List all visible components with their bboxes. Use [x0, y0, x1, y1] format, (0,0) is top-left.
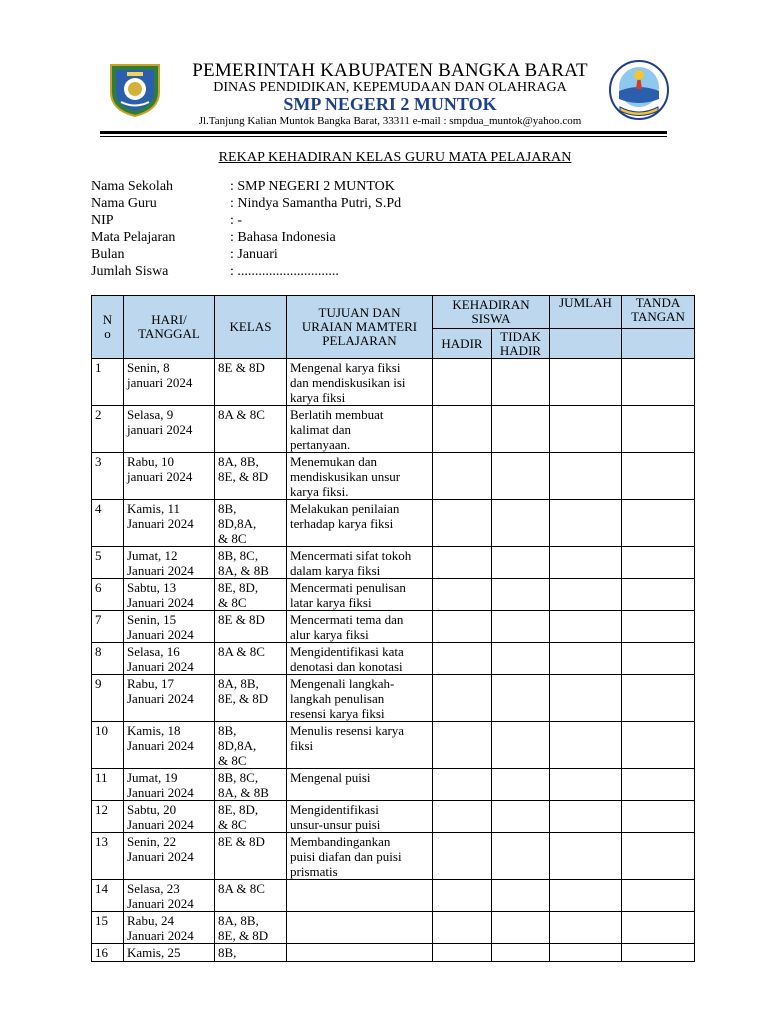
- cell-no: 15: [92, 912, 124, 944]
- table-row: [92, 675, 695, 722]
- cell-total[interactable]: [550, 406, 622, 453]
- cell-day-date: Sabtu, 20 Januari 2024: [124, 801, 215, 833]
- school-address: Jl.Tanjung Kalian Muntok Bangka Barat, 33311 e-mail : smpdua_muntok@yahoo.com: [198, 115, 582, 127]
- cell-objective: Menulis resensi karya fiksi: [287, 722, 433, 769]
- info-label: NIP: [91, 213, 114, 228]
- cell-present[interactable]: [433, 833, 492, 880]
- info-label: Jumlah Siswa: [91, 264, 169, 279]
- cell-total[interactable]: [550, 722, 622, 769]
- cell-present[interactable]: [433, 453, 492, 500]
- cell-absent[interactable]: [492, 643, 550, 675]
- cell-no: 7: [92, 611, 124, 643]
- cell-signature[interactable]: [622, 500, 695, 547]
- cell-no: 4: [92, 500, 124, 547]
- cell-present[interactable]: [433, 579, 492, 611]
- cell-absent[interactable]: [492, 500, 550, 547]
- cell-objective: Membandingankan puisi diafan dan puisi prismatis: [287, 833, 433, 880]
- cell-no: 11: [92, 769, 124, 801]
- cell-no: 16: [92, 944, 124, 962]
- cell-no: 14: [92, 880, 124, 912]
- cell-day-date: Rabu, 24 Januari 2024: [124, 912, 215, 944]
- cell-total[interactable]: [550, 769, 622, 801]
- cell-signature[interactable]: [622, 801, 695, 833]
- cell-class: 8B,: [215, 944, 287, 962]
- cell-signature[interactable]: [622, 769, 695, 801]
- cell-objective: Berlatih membuat kalimat dan pertanyaan.: [287, 406, 433, 453]
- cell-no: 9: [92, 675, 124, 722]
- cell-present[interactable]: [433, 880, 492, 912]
- cell-class: 8E & 8D: [215, 611, 287, 643]
- cell-absent[interactable]: [492, 722, 550, 769]
- attendance-table: [91, 295, 695, 962]
- cell-absent[interactable]: [492, 453, 550, 500]
- cell-no: 10: [92, 722, 124, 769]
- cell-present[interactable]: [433, 611, 492, 643]
- cell-present[interactable]: [433, 944, 492, 962]
- cell-day-date: Selasa, 23 Januari 2024: [124, 880, 215, 912]
- cell-absent[interactable]: [492, 406, 550, 453]
- info-value: : Nindya Samantha Putri, S.Pd: [230, 196, 402, 211]
- cell-present[interactable]: [433, 547, 492, 579]
- cell-total[interactable]: [550, 880, 622, 912]
- table-row: [92, 944, 695, 962]
- info-value: : -: [230, 213, 243, 228]
- cell-day-date: Senin, 15 Januari 2024: [124, 611, 215, 643]
- cell-class: 8A, 8B, 8E, & 8D: [215, 453, 287, 500]
- info-label: Nama Sekolah: [91, 179, 174, 194]
- cell-class: 8A, 8B, 8E, & 8D: [215, 912, 287, 944]
- cell-signature[interactable]: [622, 880, 695, 912]
- cell-class: 8A, 8B, 8E, & 8D: [215, 675, 287, 722]
- cell-class: 8B, 8D,8A, & 8C: [215, 722, 287, 769]
- cell-total[interactable]: [550, 611, 622, 643]
- table-row: [92, 579, 695, 611]
- cell-day-date: Rabu, 10 januari 2024: [124, 453, 215, 500]
- cell-total[interactable]: [550, 643, 622, 675]
- cell-day-date: Kamis, 18 Januari 2024: [124, 722, 215, 769]
- cell-absent[interactable]: [492, 801, 550, 833]
- table-row: [92, 833, 695, 880]
- cell-day-date: Jumat, 19 Januari 2024: [124, 769, 215, 801]
- header-no: N o: [92, 296, 124, 359]
- cell-total[interactable]: [550, 453, 622, 500]
- header-total-empty: [550, 329, 622, 359]
- letterhead-rule-thin: [100, 136, 667, 137]
- cell-present[interactable]: [433, 406, 492, 453]
- cell-present[interactable]: [433, 801, 492, 833]
- cell-objective: Mengenal puisi: [287, 769, 433, 801]
- cell-signature[interactable]: [622, 547, 695, 579]
- cell-absent[interactable]: [492, 769, 550, 801]
- table-row: [92, 912, 695, 944]
- table-row: [92, 547, 695, 579]
- cell-signature[interactable]: [622, 643, 695, 675]
- table-row: [92, 406, 695, 453]
- cell-objective: Mengenal karya fiksi dan mendiskusikan isi karya fiksi: [287, 359, 433, 406]
- cell-absent[interactable]: [492, 579, 550, 611]
- cell-class: 8E & 8D: [215, 359, 287, 406]
- cell-absent[interactable]: [492, 912, 550, 944]
- header-attendance: KEHADIRAN SISWA: [433, 296, 550, 329]
- cell-absent[interactable]: [492, 359, 550, 406]
- cell-present[interactable]: [433, 643, 492, 675]
- cell-signature[interactable]: [622, 453, 695, 500]
- cell-no: 3: [92, 453, 124, 500]
- cell-no: 2: [92, 406, 124, 453]
- header-present: HADIR: [433, 329, 492, 359]
- cell-absent[interactable]: [492, 675, 550, 722]
- regency-emblem-logo: [107, 62, 163, 118]
- school-name: SMP NEGERI 2 MUNTOK: [283, 94, 497, 114]
- cell-class: 8A & 8C: [215, 643, 287, 675]
- header-absent: TIDAK HADIR: [492, 329, 550, 359]
- government-heading: PEMERINTAH KABUPATEN BANGKA BARAT: [192, 60, 588, 81]
- info-value: : .............................: [230, 264, 339, 279]
- cell-absent[interactable]: [492, 547, 550, 579]
- cell-total[interactable]: [550, 547, 622, 579]
- cell-objective: Mencermati penulisan latar karya fiksi: [287, 579, 433, 611]
- cell-no: 13: [92, 833, 124, 880]
- cell-class: 8A & 8C: [215, 880, 287, 912]
- cell-absent[interactable]: [492, 944, 550, 962]
- cell-no: 8: [92, 643, 124, 675]
- cell-day-date: Jumat, 12 Januari 2024: [124, 547, 215, 579]
- cell-no: 6: [92, 579, 124, 611]
- cell-day-date: Sabtu, 13 Januari 2024: [124, 579, 215, 611]
- cell-signature[interactable]: [622, 611, 695, 643]
- header-signature: TANDA TANGAN: [622, 296, 695, 329]
- cell-day-date: Kamis, 11 Januari 2024: [124, 500, 215, 547]
- table-row: [92, 611, 695, 643]
- cell-objective: Mencermati sifat tokoh dalam karya fiksi: [287, 547, 433, 579]
- header-class: KELAS: [215, 296, 287, 359]
- cell-total[interactable]: [550, 500, 622, 547]
- table-row: [92, 453, 695, 500]
- table-row: [92, 643, 695, 675]
- header-total: JUMLAH: [550, 296, 622, 329]
- cell-present[interactable]: [433, 769, 492, 801]
- cell-class: 8E & 8D: [215, 833, 287, 880]
- cell-total[interactable]: [550, 912, 622, 944]
- table-row: [92, 801, 695, 833]
- cell-class: 8A & 8C: [215, 406, 287, 453]
- cell-day-date: Senin, 8 januari 2024: [124, 359, 215, 406]
- info-value: : SMP NEGERI 2 MUNTOK: [230, 179, 395, 194]
- table-row: [92, 722, 695, 769]
- header-day-date: HARI/ TANGGAL: [124, 296, 215, 359]
- cell-no: 5: [92, 547, 124, 579]
- cell-total[interactable]: [550, 359, 622, 406]
- cell-class: 8B, 8C, 8A, & 8B: [215, 769, 287, 801]
- cell-no: 1: [92, 359, 124, 406]
- cell-day-date: Selasa, 16 Januari 2024: [124, 643, 215, 675]
- document-title: REKAP KEHADIRAN KELAS GURU MATA PELAJARAN: [218, 150, 572, 165]
- cell-class: 8B, 8D,8A, & 8C: [215, 500, 287, 547]
- table-row: [92, 769, 695, 801]
- cell-objective: Mencermati tema dan alur karya fiksi: [287, 611, 433, 643]
- cell-signature[interactable]: [622, 833, 695, 880]
- cell-signature[interactable]: [622, 406, 695, 453]
- letterhead-rule-thick: [100, 131, 667, 134]
- cell-day-date: Rabu, 17 Januari 2024: [124, 675, 215, 722]
- cell-class: 8E, 8D, & 8C: [215, 801, 287, 833]
- info-label: Nama Guru: [91, 196, 157, 211]
- cell-signature[interactable]: [622, 912, 695, 944]
- cell-no: 12: [92, 801, 124, 833]
- info-label: Bulan: [91, 247, 125, 262]
- cell-day-date: Senin, 22 Januari 2024: [124, 833, 215, 880]
- cell-class: 8E, 8D, & 8C: [215, 579, 287, 611]
- info-label: Mata Pelajaran: [91, 230, 176, 245]
- cell-objective: [287, 912, 433, 944]
- cell-day-date: Kamis, 25: [124, 944, 215, 962]
- cell-total[interactable]: [550, 833, 622, 880]
- info-value: : Januari: [230, 247, 278, 262]
- cell-signature[interactable]: [622, 579, 695, 611]
- cell-present[interactable]: [433, 359, 492, 406]
- header-objectives: TUJUAN DAN URAIAN MAMTERI PELAJARAN: [287, 296, 433, 359]
- table-row: [92, 500, 695, 547]
- cell-signature[interactable]: [622, 359, 695, 406]
- cell-objective: Mengidentifikasi unsur-unsur puisi: [287, 801, 433, 833]
- cell-objective: Mengenali langkah- langkah penulisan resensi karya fiksi: [287, 675, 433, 722]
- cell-total[interactable]: [550, 579, 622, 611]
- cell-signature[interactable]: [622, 944, 695, 962]
- cell-total[interactable]: [550, 944, 622, 962]
- table-row: [92, 359, 695, 406]
- cell-present[interactable]: [433, 500, 492, 547]
- header-signature-empty: [622, 329, 695, 359]
- department-heading: DINAS PENDIDIKAN, KEPEMUDAAN DAN OLAHRAGA: [213, 80, 567, 95]
- cell-objective: [287, 944, 433, 962]
- cell-signature[interactable]: [622, 722, 695, 769]
- table-row: [92, 880, 695, 912]
- cell-total[interactable]: [550, 675, 622, 722]
- cell-objective: Melakukan penilaian terhadap karya fiksi: [287, 500, 433, 547]
- cell-class: 8B, 8C, 8A, & 8B: [215, 547, 287, 579]
- cell-present[interactable]: [433, 675, 492, 722]
- cell-total[interactable]: [550, 801, 622, 833]
- cell-objective: Mengidentifikasi kata denotasi dan konotasi: [287, 643, 433, 675]
- cell-objective: [287, 880, 433, 912]
- cell-absent[interactable]: [492, 880, 550, 912]
- cell-absent[interactable]: [492, 833, 550, 880]
- cell-present[interactable]: [433, 722, 492, 769]
- cell-absent[interactable]: [492, 611, 550, 643]
- info-value: : Bahasa Indonesia: [230, 230, 336, 245]
- cell-day-date: Selasa, 9 januari 2024: [124, 406, 215, 453]
- cell-present[interactable]: [433, 912, 492, 944]
- cell-objective: Menemukan dan mendiskusikan unsur karya fiksi.: [287, 453, 433, 500]
- cell-signature[interactable]: [622, 675, 695, 722]
